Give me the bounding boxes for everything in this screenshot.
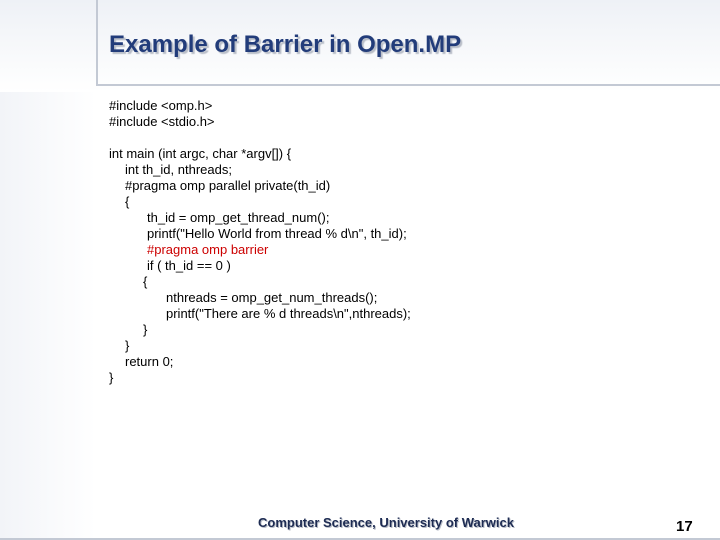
code-line: } [125, 338, 130, 353]
code-line: printf("Hello World from thread % d\n", th_id); [147, 226, 407, 241]
page-number: 17 [676, 518, 693, 535]
code-line: #include <omp.h> [109, 98, 213, 113]
footer-text: Computer Science, University of Warwick [258, 515, 514, 530]
vertical-rule [96, 0, 98, 85]
code-line: #include <stdio.h> [109, 114, 215, 129]
code-line: #pragma omp parallel private(th_id) [125, 178, 331, 193]
title-underline [96, 84, 720, 86]
code-line: #pragma omp barrier [147, 242, 269, 257]
code-line: int main (int argc, char *argv[]) { [109, 146, 292, 161]
code-line: { [125, 194, 130, 209]
code-line: nthreads = omp_get_num_threads(); [166, 290, 378, 305]
code-line: th_id = omp_get_thread_num(); [147, 210, 330, 225]
slide-title: Example of Barrier in Open.MP [109, 31, 462, 58]
code-line: int th_id, nthreads; [125, 162, 232, 177]
code-line: if ( th_id == 0 ) [147, 258, 231, 273]
code-line: } [109, 370, 114, 385]
code-line: } [143, 322, 148, 337]
code-line: { [143, 274, 148, 289]
code-block [109, 98, 699, 386]
code-line: return 0; [125, 354, 174, 369]
code-line: printf("There are % d threads\n",nthreads); [166, 306, 411, 321]
code-line [109, 130, 699, 146]
